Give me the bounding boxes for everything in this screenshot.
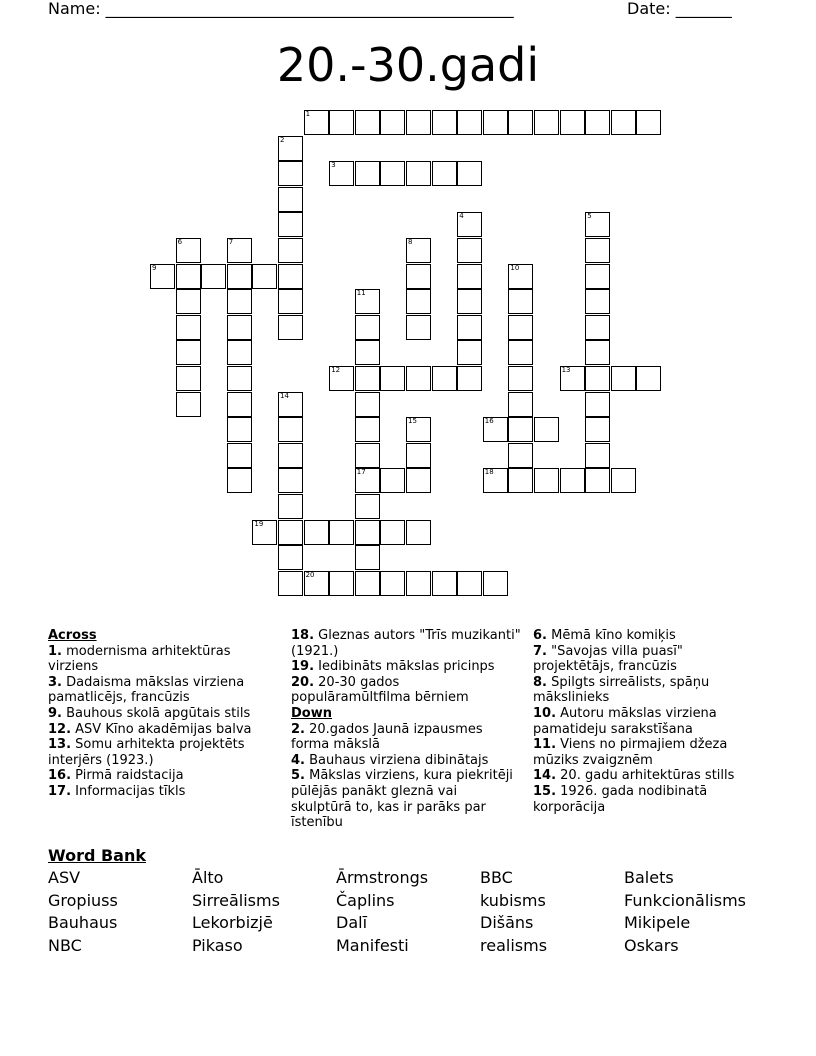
grid-cell[interactable] bbox=[585, 315, 610, 340]
grid-cell[interactable] bbox=[278, 238, 303, 263]
grid-cell[interactable] bbox=[355, 315, 380, 340]
grid-cell[interactable] bbox=[227, 392, 252, 417]
grid-cell[interactable] bbox=[406, 289, 431, 314]
grid-cell[interactable] bbox=[227, 289, 252, 314]
grid-cell[interactable] bbox=[227, 340, 252, 365]
grid-cell[interactable] bbox=[432, 366, 457, 391]
clue-item bbox=[533, 644, 763, 675]
grid-cell[interactable] bbox=[329, 110, 354, 135]
word-bank-word: Sirreālisms bbox=[192, 890, 280, 910]
grid-cell[interactable] bbox=[508, 366, 533, 391]
clue-number: 7 bbox=[228, 238, 234, 246]
clue-item-number: 7. bbox=[533, 643, 547, 659]
clue-number: 6 bbox=[177, 238, 183, 246]
clue-item bbox=[291, 722, 521, 753]
clue-item-text: "Savojas villa puasī" projektētājs, francūzis bbox=[533, 643, 683, 675]
grid-cell[interactable] bbox=[355, 494, 380, 519]
clue-item-number: 20. bbox=[291, 674, 315, 690]
grid-cell[interactable] bbox=[508, 264, 533, 289]
grid-cell[interactable] bbox=[329, 520, 354, 545]
clues-column-1 bbox=[48, 628, 276, 800]
clue-item bbox=[533, 784, 763, 815]
clue-item-text: Mākslas virziens, kura piekritēji pūlējās panākt gleznā vai skulptūrā to, kas ir parāks par īstenību bbox=[291, 768, 513, 831]
grid-cell[interactable] bbox=[227, 468, 252, 493]
clue-item-number: 6. bbox=[533, 628, 547, 643]
word-bank-word: Balets bbox=[624, 868, 674, 887]
clue-item-number: 5. bbox=[291, 768, 305, 784]
grid-cell[interactable] bbox=[406, 264, 431, 289]
grid-cell[interactable] bbox=[406, 571, 431, 596]
grid-cell[interactable] bbox=[406, 366, 431, 391]
grid-cell[interactable] bbox=[585, 289, 610, 314]
grid-cell[interactable] bbox=[406, 315, 431, 340]
clue-item-number: 14. bbox=[533, 768, 557, 784]
word-bank-word: ASV bbox=[48, 868, 81, 887]
clue-item bbox=[48, 644, 276, 675]
clue-item-number: 19. bbox=[291, 659, 315, 675]
clue-item bbox=[48, 768, 276, 784]
clue-item-text: Somu arhitekta projektēts interjērs (1923.) bbox=[48, 737, 245, 768]
clue-number: 18 bbox=[484, 468, 494, 477]
grid-cell[interactable] bbox=[278, 315, 303, 340]
clue-item bbox=[291, 675, 521, 706]
grid-cell[interactable] bbox=[150, 264, 175, 289]
clue-item bbox=[48, 784, 276, 800]
grid-cell[interactable] bbox=[457, 315, 482, 340]
grid-cell[interactable] bbox=[534, 468, 559, 493]
clue-item-number: 8. bbox=[533, 674, 547, 690]
grid-cell[interactable] bbox=[508, 443, 533, 468]
clue-number: 4 bbox=[459, 212, 464, 221]
grid-cell[interactable] bbox=[176, 238, 201, 263]
grid-cell[interactable] bbox=[355, 161, 380, 186]
clue-item bbox=[48, 722, 276, 738]
grid-cell[interactable] bbox=[278, 494, 303, 519]
grid-cell[interactable] bbox=[585, 366, 610, 391]
grid-cell[interactable] bbox=[457, 340, 482, 365]
grid-cell[interactable] bbox=[278, 468, 303, 493]
grid-cell[interactable] bbox=[252, 264, 277, 289]
grid-cell[interactable] bbox=[278, 187, 303, 212]
grid-cell[interactable] bbox=[227, 238, 252, 263]
clue-item bbox=[533, 628, 763, 644]
grid-cell[interactable] bbox=[483, 571, 508, 596]
down-heading: Down bbox=[291, 705, 332, 721]
grid-cell[interactable] bbox=[534, 417, 559, 442]
word-bank-word: Mikipele bbox=[624, 913, 691, 933]
grid-cell[interactable] bbox=[304, 110, 329, 135]
grid-cell[interactable] bbox=[406, 443, 431, 468]
down-clue-list-cont bbox=[533, 628, 763, 815]
clue-item bbox=[533, 675, 763, 706]
puzzle-title: 20.-30.gadi bbox=[276, 38, 540, 92]
grid-cell[interactable] bbox=[636, 110, 661, 135]
grid-cell[interactable] bbox=[457, 264, 482, 289]
grid-cell[interactable] bbox=[176, 315, 201, 340]
word-bank-word: NBC bbox=[48, 935, 82, 955]
grid-cell[interactable] bbox=[406, 110, 431, 135]
clue-item bbox=[291, 659, 521, 675]
grid-cell[interactable] bbox=[278, 443, 303, 468]
across-heading: Across bbox=[48, 628, 97, 643]
word-bank-word: Ālto bbox=[192, 868, 224, 887]
clue-number: 16 bbox=[484, 417, 494, 426]
word-bank-column bbox=[624, 867, 746, 957]
grid-cell[interactable] bbox=[252, 520, 277, 545]
down-clue-list bbox=[291, 722, 521, 831]
grid-cell[interactable] bbox=[278, 417, 303, 442]
word-bank-word: Dalī bbox=[336, 913, 368, 933]
clue-number: 13 bbox=[561, 366, 571, 374]
word-bank-column bbox=[336, 867, 428, 957]
grid-cell[interactable] bbox=[585, 468, 610, 493]
grid-cell[interactable] bbox=[176, 264, 201, 289]
clue-number: 9 bbox=[152, 263, 157, 272]
clue-item bbox=[48, 706, 276, 722]
grid-cell[interactable] bbox=[636, 366, 661, 391]
grid-cell[interactable] bbox=[227, 264, 252, 289]
clue-item-text: Dadaisma mākslas virziena pamatlicējs, francūzis bbox=[48, 674, 245, 706]
clue-item bbox=[291, 768, 521, 830]
grid-cell[interactable] bbox=[585, 392, 610, 417]
grid-cell[interactable] bbox=[380, 366, 405, 391]
clue-item-number: 18. bbox=[291, 628, 315, 643]
grid-cell[interactable] bbox=[457, 366, 482, 391]
grid-cell[interactable] bbox=[278, 212, 303, 237]
grid-cell[interactable] bbox=[355, 289, 380, 314]
grid-cell[interactable] bbox=[278, 136, 303, 161]
grid-cell[interactable] bbox=[457, 110, 482, 135]
grid-cell[interactable] bbox=[534, 110, 559, 135]
grid-cell[interactable] bbox=[457, 571, 482, 596]
grid-cell[interactable] bbox=[457, 238, 482, 263]
clue-item bbox=[48, 737, 276, 768]
clue-item-number: 4. bbox=[291, 752, 305, 768]
clue-number: 20 bbox=[305, 570, 315, 579]
grid-cell[interactable] bbox=[508, 289, 533, 314]
grid-cell[interactable] bbox=[176, 289, 201, 314]
grid-cell[interactable] bbox=[355, 110, 380, 135]
grid-cell[interactable] bbox=[329, 161, 354, 186]
clue-number: 2 bbox=[280, 135, 285, 144]
clue-number: 8 bbox=[408, 238, 413, 246]
grid-cell[interactable] bbox=[329, 571, 354, 596]
word-bank-word: Oskars bbox=[624, 935, 679, 955]
clue-number: 10 bbox=[510, 263, 520, 272]
clue-item-number: 11. bbox=[533, 737, 557, 753]
grid-cell[interactable] bbox=[380, 110, 405, 135]
clue-item-text: 20. gadu arhitektūras stills bbox=[556, 768, 735, 784]
clue-number: 15 bbox=[408, 417, 417, 426]
grid-cell[interactable] bbox=[585, 110, 610, 135]
grid-cell[interactable] bbox=[508, 417, 533, 442]
grid-cell[interactable] bbox=[406, 238, 431, 263]
grid-cell[interactable] bbox=[278, 545, 303, 570]
word-bank-word: Manifesti bbox=[336, 935, 409, 955]
grid-cell[interactable] bbox=[585, 238, 610, 263]
clue-number: 12 bbox=[331, 366, 341, 374]
grid-cell[interactable] bbox=[278, 392, 303, 417]
word-bank-word: kubisms bbox=[480, 890, 546, 910]
word-bank-word: Lekorbizjē bbox=[192, 913, 273, 933]
grid-cell[interactable] bbox=[227, 315, 252, 340]
grid-cell[interactable] bbox=[508, 315, 533, 340]
grid-cell[interactable] bbox=[176, 366, 201, 391]
clue-item bbox=[291, 628, 521, 659]
grid-cell[interactable] bbox=[508, 340, 533, 365]
clue-item bbox=[533, 737, 763, 768]
clue-item-number: 17. bbox=[48, 783, 72, 799]
grid-cell[interactable] bbox=[380, 468, 405, 493]
grid-cell[interactable] bbox=[560, 366, 585, 391]
clue-item-text: ASV Kīno akadēmijas balva bbox=[71, 721, 252, 737]
grid-cell[interactable] bbox=[278, 571, 303, 596]
clue-item-number: 3. bbox=[48, 674, 62, 690]
grid-cell[interactable] bbox=[611, 366, 636, 391]
grid-cell[interactable] bbox=[355, 468, 380, 493]
clue-item-text: Gleznas autors "Trīs muzikanti" (1921.) bbox=[291, 628, 521, 659]
grid-cell[interactable] bbox=[227, 366, 252, 391]
grid-cell[interactable] bbox=[585, 264, 610, 289]
clues-column-3 bbox=[533, 628, 763, 815]
grid-cell[interactable] bbox=[329, 366, 354, 391]
clue-number: 1 bbox=[305, 110, 311, 118]
grid-cell[interactable] bbox=[432, 161, 457, 186]
grid-cell[interactable] bbox=[406, 417, 431, 442]
grid-cell[interactable] bbox=[406, 161, 431, 186]
clue-item-text: Mēmā kīno komiķis bbox=[546, 628, 676, 643]
grid-cell[interactable] bbox=[380, 161, 405, 186]
grid-cell[interactable] bbox=[560, 110, 585, 135]
clue-number: 3 bbox=[331, 161, 336, 170]
across-clue-list bbox=[48, 644, 276, 800]
clue-item-text: 1926. gada nodibinatā korporācija bbox=[533, 783, 708, 815]
word-bank-word: Dišāns bbox=[480, 913, 534, 933]
grid-cell[interactable] bbox=[355, 340, 380, 365]
grid-cell[interactable] bbox=[560, 468, 585, 493]
grid-cell[interactable] bbox=[380, 571, 405, 596]
grid-cell[interactable] bbox=[406, 468, 431, 493]
grid-cell[interactable] bbox=[278, 264, 303, 289]
grid-cell[interactable] bbox=[278, 161, 303, 186]
clue-number: 17 bbox=[356, 468, 366, 477]
clue-item-number: 12. bbox=[48, 721, 72, 737]
grid-cell[interactable] bbox=[355, 417, 380, 442]
grid-cell[interactable] bbox=[432, 110, 457, 135]
clue-item-number: 9. bbox=[48, 705, 62, 721]
clue-number: 5 bbox=[587, 212, 592, 221]
clue-item-text: Bauhaus virziena dibinātajs bbox=[304, 752, 489, 768]
clue-item bbox=[533, 706, 763, 737]
grid-cell[interactable] bbox=[457, 212, 482, 237]
word-bank-word: Čaplins bbox=[336, 890, 395, 910]
clue-item-number: 10. bbox=[533, 705, 557, 721]
clue-item-text: Iedibināts mākslas pricinps bbox=[314, 659, 495, 675]
word-bank-word: Bauhaus bbox=[48, 913, 118, 933]
grid-cell[interactable] bbox=[457, 289, 482, 314]
grid-cell[interactable] bbox=[585, 443, 610, 468]
grid-cell[interactable] bbox=[355, 366, 380, 391]
grid-cell[interactable] bbox=[304, 571, 329, 596]
clue-number: 14 bbox=[280, 391, 289, 400]
clue-item bbox=[48, 675, 276, 706]
word-bank-word: BBC bbox=[480, 868, 513, 887]
word-bank-title: Word Bank bbox=[48, 846, 147, 865]
grid-cell[interactable] bbox=[483, 417, 508, 442]
word-bank-word: Pikaso bbox=[192, 935, 243, 955]
word-bank-word: realisms bbox=[480, 935, 548, 955]
clues-column-2 bbox=[291, 628, 521, 831]
grid-cell[interactable] bbox=[278, 289, 303, 314]
grid-cell[interactable] bbox=[304, 520, 329, 545]
clue-item bbox=[291, 753, 521, 769]
grid-cell[interactable] bbox=[201, 264, 226, 289]
clue-item-number: 13. bbox=[48, 737, 72, 753]
across-clue-list-cont bbox=[291, 628, 521, 706]
grid-cell[interactable] bbox=[508, 392, 533, 417]
grid-cell[interactable] bbox=[611, 468, 636, 493]
clue-item-text: 20-30 gados populāramūltfilma bērniem bbox=[291, 674, 469, 706]
clue-item-number: 1. bbox=[48, 643, 62, 659]
grid-cell[interactable] bbox=[355, 392, 380, 417]
grid-cell[interactable] bbox=[227, 443, 252, 468]
grid-cell[interactable] bbox=[278, 520, 303, 545]
grid-cell[interactable] bbox=[355, 443, 380, 468]
date-field-label: Date: _______ bbox=[627, 0, 732, 18]
clue-item bbox=[533, 768, 763, 784]
grid-cell[interactable] bbox=[432, 571, 457, 596]
grid-cell[interactable] bbox=[611, 110, 636, 135]
grid-cell[interactable] bbox=[585, 212, 610, 237]
word-bank-word: Gropiuss bbox=[48, 890, 118, 910]
grid-cell[interactable] bbox=[406, 520, 431, 545]
grid-cell[interactable] bbox=[176, 340, 201, 365]
grid-cell[interactable] bbox=[483, 468, 508, 493]
clue-item-text: Autoru mākslas virziena pamatideju sarakstīšana bbox=[533, 705, 717, 737]
clue-item-number: 2. bbox=[291, 721, 305, 737]
clue-item-text: Pirmā raidstacija bbox=[71, 768, 184, 784]
word-bank-column bbox=[480, 867, 547, 957]
clue-item-text: modernisma arhitektūras virziens bbox=[48, 643, 231, 675]
clue-item-text: Informacijas tīkls bbox=[71, 783, 186, 799]
grid-cell[interactable] bbox=[457, 161, 482, 186]
clue-item-number: 16. bbox=[48, 768, 72, 784]
clue-item-number: 15. bbox=[533, 783, 557, 799]
grid-cell[interactable] bbox=[483, 110, 508, 135]
grid-cell[interactable] bbox=[355, 520, 380, 545]
grid-cell[interactable] bbox=[355, 545, 380, 570]
clue-number: 11 bbox=[356, 289, 366, 298]
clue-item-text: Spilgts sirreālists, spāņu mākslinieks bbox=[533, 674, 710, 706]
grid-cell[interactable] bbox=[227, 417, 252, 442]
clue-item-text: Viens no pirmajiem džeza mūziks zvaigznēm bbox=[533, 737, 728, 768]
grid-cell[interactable] bbox=[585, 417, 610, 442]
word-bank-word: Ārmstrongs bbox=[336, 868, 429, 887]
word-bank-column bbox=[192, 867, 280, 957]
clue-item-text: Bauhous skolā apgūtais stils bbox=[61, 705, 251, 721]
word-bank-word: Funkcionālisms bbox=[624, 890, 746, 910]
grid-cell[interactable] bbox=[508, 110, 533, 135]
grid-cell[interactable] bbox=[176, 392, 201, 417]
grid-cell[interactable] bbox=[380, 520, 405, 545]
grid-cell[interactable] bbox=[585, 340, 610, 365]
clue-item-text: 20.gados Jaunā izpausmes forma mākslā bbox=[291, 721, 483, 753]
clue-number: 19 bbox=[254, 519, 264, 528]
grid-cell[interactable] bbox=[508, 468, 533, 493]
word-bank-column bbox=[48, 867, 118, 957]
grid-cell[interactable] bbox=[355, 571, 380, 596]
name-field-label: Name: ___________________________________________________ bbox=[48, 0, 514, 18]
